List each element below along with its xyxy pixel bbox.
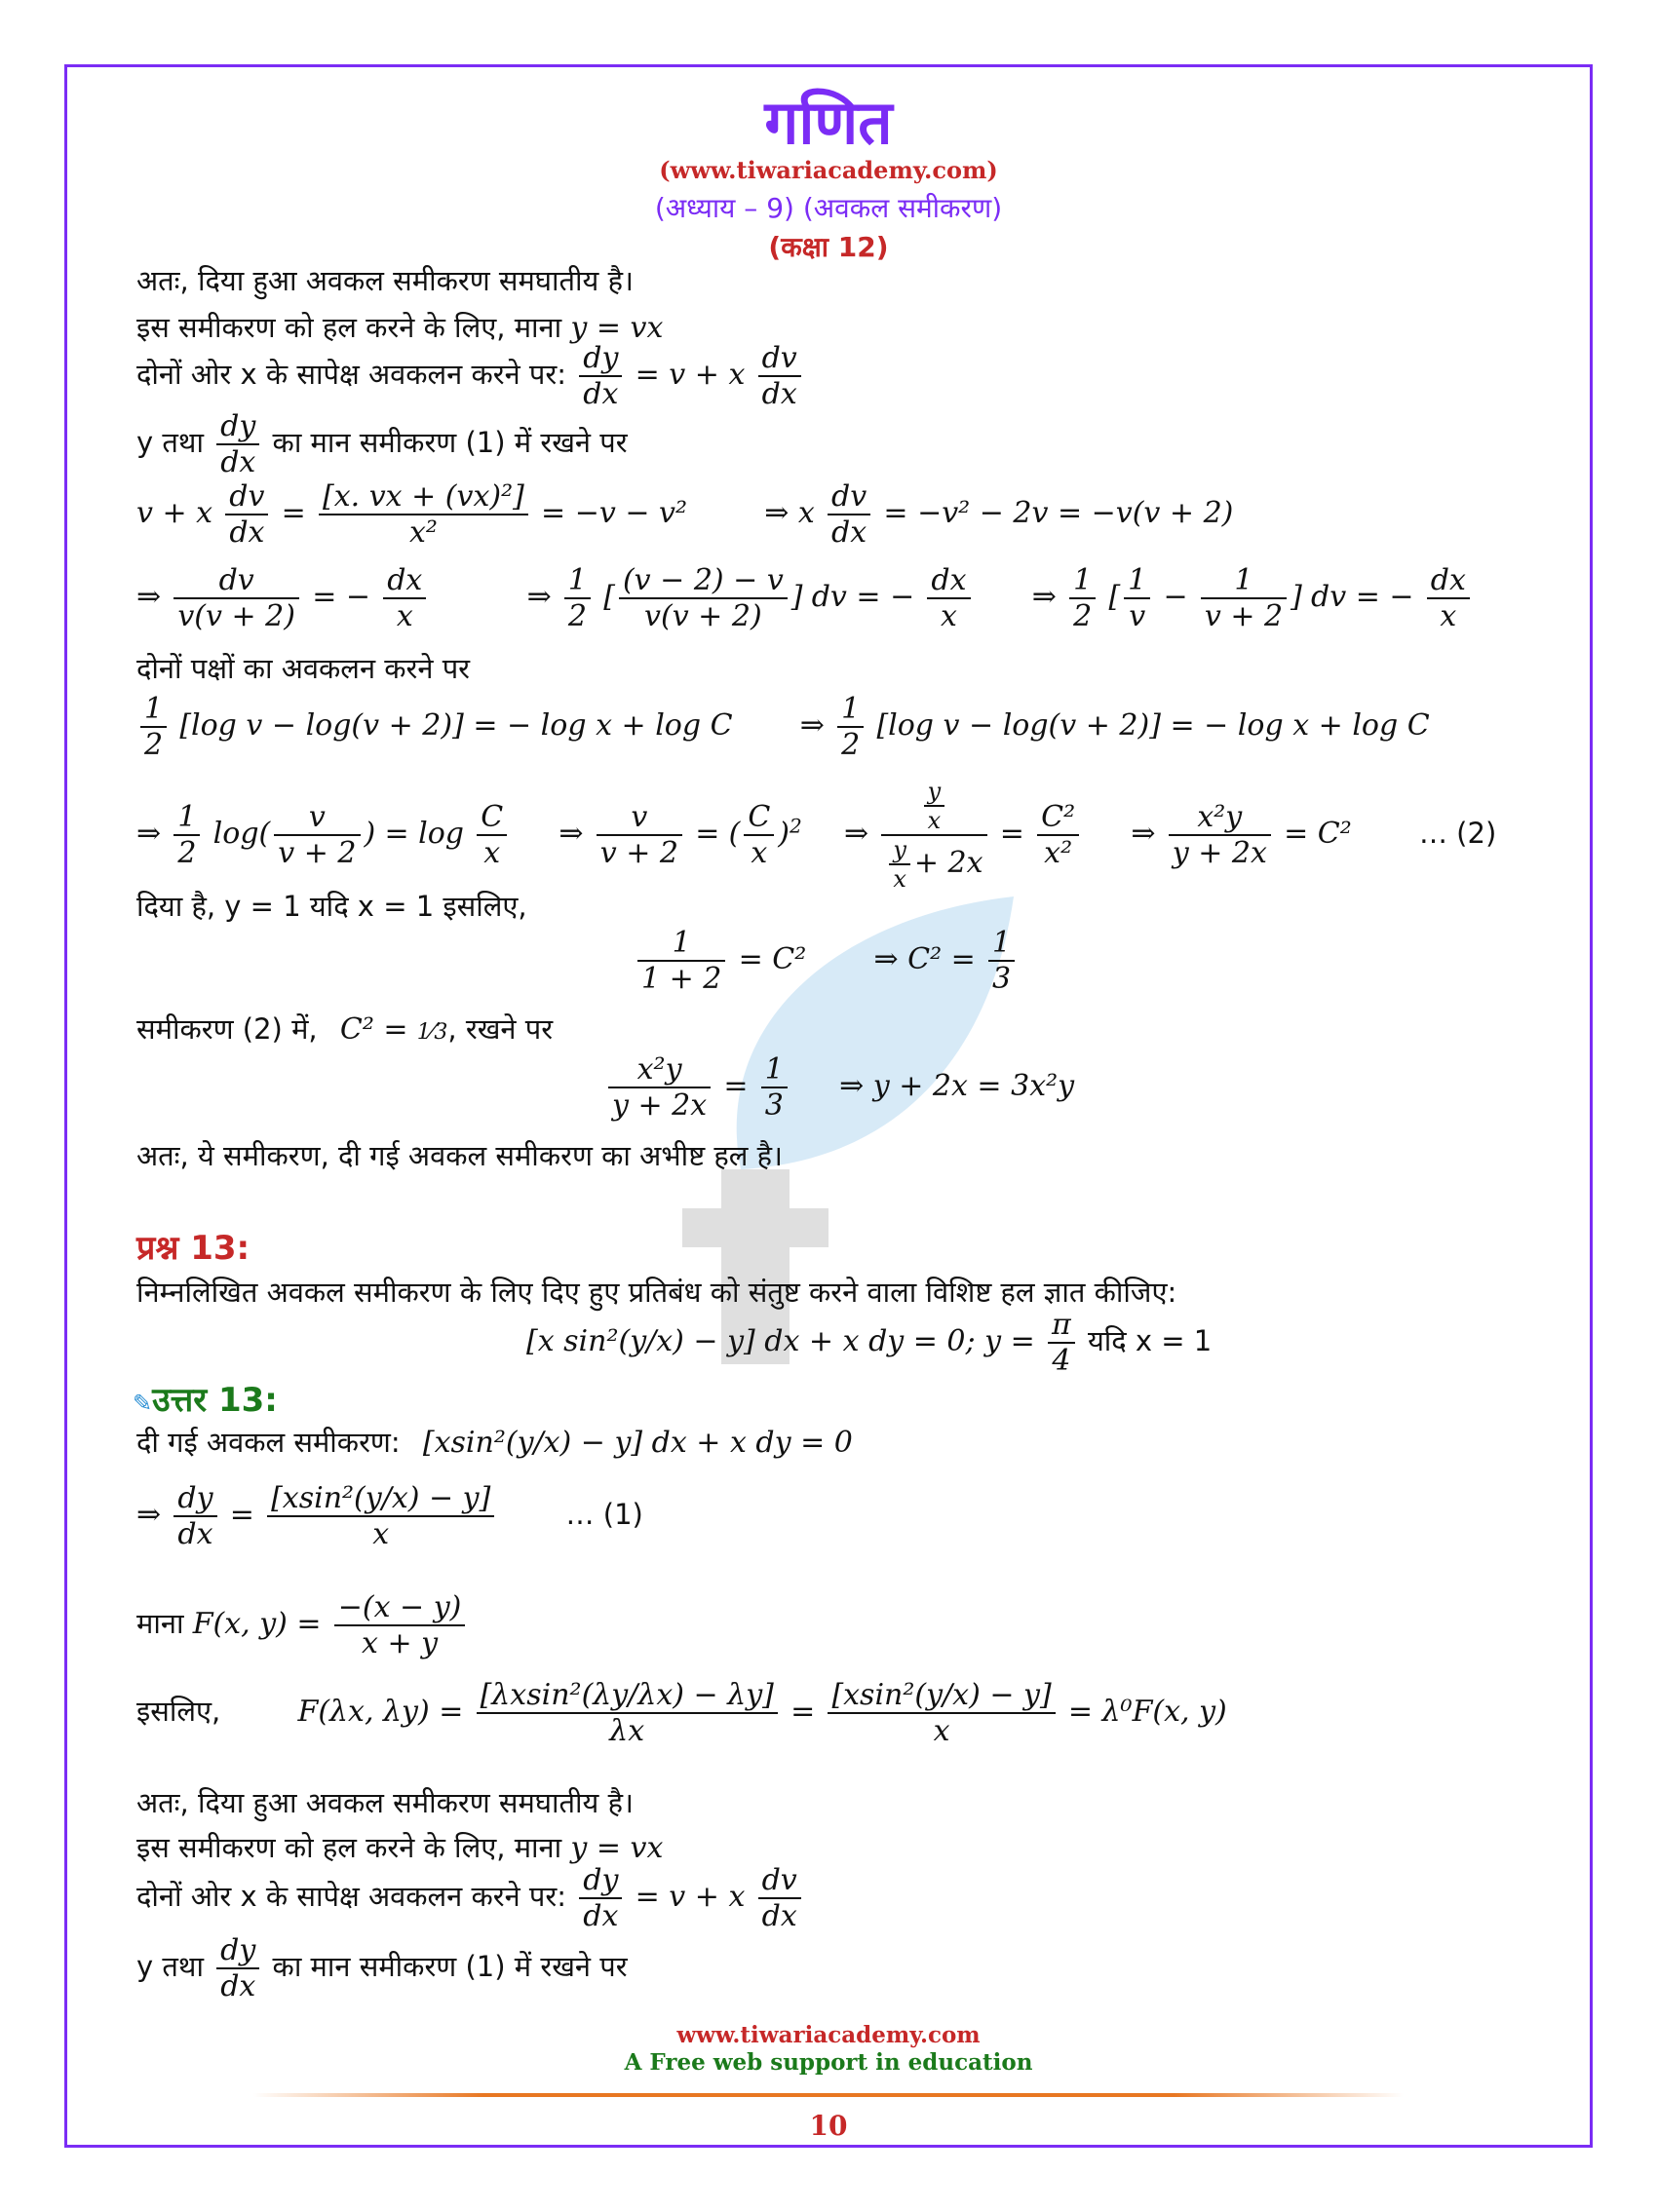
fraction: $\frac{\text{x²y}}{y + 2x}$ bbox=[608, 1052, 711, 1123]
question-label: प्रश्न 13: bbox=[136, 1229, 250, 1268]
question-text: निम्नलिखित अवकल समीकरण के लिए दिए हुए प्रतिबंध को संतुष्ट करने वाला विशिष्ट हल ज्ञात कीजिए: bbox=[136, 1276, 1177, 1309]
derivative-line: दोनों ओर x के सापेक्ष अवकलन करने पर: $\frac{dy}{dx}$ = v + x $\frac{dv}{dx}$ bbox=[136, 1863, 805, 1933]
fraction: $\frac{dx}{x}$ bbox=[383, 563, 426, 633]
fraction: $\frac{\text{x²y}}{y + 2x}$ bbox=[1169, 800, 1271, 870]
page-title: गणित bbox=[764, 87, 893, 158]
fraction: $\frac{dx}{x}$ bbox=[1427, 563, 1470, 633]
class-heading: (कक्षा 12) bbox=[768, 231, 889, 263]
footer-divider bbox=[253, 2093, 1404, 2097]
equation-line: माना F(x, y) = $\frac{-(x - y)}{x + y}$ bbox=[136, 1590, 469, 1660]
question-equation: [x sin²(y/x) − y] dx + x dy = 0; y = $\frac{\pi}{4}$ यदि x = 1 bbox=[526, 1308, 1213, 1378]
text-line: अतः, दिया हुआ अवकल समीकरण समघातीय है। bbox=[136, 1786, 634, 1819]
text-line: अतः, ये समीकरण, दी गई अवकल समीकरण का अभीष्ट हल है। bbox=[136, 1139, 784, 1172]
fraction: $\frac{1}{2}$ bbox=[564, 563, 591, 633]
fraction: $\frac{dv}{dx}$ bbox=[758, 341, 801, 411]
fraction: $\frac{\text{[x. vx + (vx)²]}}{\text{x²}}$ bbox=[319, 479, 528, 550]
equation-tag: … (1) bbox=[565, 1498, 643, 1531]
page-number: 10 bbox=[809, 2110, 848, 2142]
fraction: $\frac{1}{2}$ bbox=[1069, 563, 1096, 633]
equation-line: v + x $\frac{dv}{dx}$ = $\frac{\text{[x. vx + (vx)²]}}{\text{x²}}$ = −v − v² ⇒ x $\frac{dv}{dx}$ = −v² − 2v = −v(v + 2) bbox=[136, 479, 1234, 550]
equation-line: $\frac{1}{1 + 2}$ = C² ⇒ C² = $\frac{1}{3}$ bbox=[634, 926, 1019, 996]
fraction: $\frac{1}{2}$ bbox=[837, 692, 864, 762]
text-line: समीकरण (2) में, C² = 1⁄3, रखने पर bbox=[136, 1012, 554, 1047]
pen-icon: ✎ bbox=[133, 1390, 153, 1417]
substitution-line: y तथा $\frac{dy}{dx}$ का मान समीकरण (1) में रखने पर bbox=[136, 409, 628, 479]
fraction: $\frac{dv}{v(v + 2)}$ bbox=[173, 563, 299, 633]
footer-tagline: A Free web support in education bbox=[624, 2049, 1033, 2076]
fraction: $\frac{1}{1 + 2}$ bbox=[637, 926, 725, 996]
fraction: $\frac{dv}{dx}$ bbox=[758, 1863, 801, 1933]
fraction: $\frac{1}{v + 2}$ bbox=[1201, 563, 1287, 633]
equation-line: $\frac{1}{2}$ [log v − log(v + 2)] = − log x + log C ⇒ $\frac{1}{2}$ [log v − log(v + 2)] = − log x + log C bbox=[136, 692, 1430, 762]
fraction: $\frac{dy}{dx}$ bbox=[579, 1863, 622, 1933]
equation-line: ⇒ $\frac{1}{2}$ log( $\frac{v}{v + 2}$ ) = log $\frac{C}{x}$ ⇒ $\frac{v}{v + 2}$ = ( $\frac{C}{x}$ )$^2$ ⇒ $\frac{y}{x}$ $\frac{y}{x}$ + 2x = $\frac{\text{C²}}{\text{x²}}$ ⇒ $\frac{\text{x²y}}{y + 2x}$ = C² … (2) bbox=[136, 778, 1497, 893]
fraction: $\frac{1}{2}$ bbox=[173, 800, 200, 870]
text-line: अतः, दिया हुआ अवकल समीकरण समघातीय है। bbox=[136, 264, 634, 297]
fraction: $\frac{\text{[xsin²(y/x) − y]}}{x}$ bbox=[267, 1481, 494, 1551]
fraction: $\frac{\text{C²}}{\text{x²}}$ bbox=[1037, 800, 1079, 870]
equation-line: ⇒ $\frac{dv}{v(v + 2)}$ = − $\frac{dx}{x}$ ⇒ $\frac{1}{2}$ [ $\frac{(v - 2) - v}{v(v + 2)}$ ] dv = − $\frac{dx}{x}$ ⇒ $\frac{1}{2}$ [ $\frac{1}{v}$ − $\frac{1}{v + 2}$ ] dv = − $\frac{dx}{x}$ bbox=[136, 563, 1474, 633]
text-line: इस समीकरण को हल करने के लिए, माना y = vx bbox=[136, 311, 664, 345]
chapter-heading: (अध्याय – 9) (अवकल समीकरण) bbox=[654, 192, 1003, 224]
fraction: $\frac{dy}{dx}$ bbox=[579, 341, 622, 411]
fraction: $\frac{v}{v + 2}$ bbox=[597, 800, 682, 870]
fraction: $\frac{\text{[xsin²(y/x) − y]}}{x}$ bbox=[828, 1678, 1055, 1748]
website-link[interactable]: (www.tiwariacademy.com) bbox=[659, 156, 998, 184]
fraction: $\frac{\pi}{4}$ bbox=[1048, 1308, 1075, 1378]
fraction: $\frac{dv}{dx}$ bbox=[225, 479, 268, 550]
equation-line: $\frac{\text{x²y}}{y + 2x}$ = $\frac{1}{3}$ ⇒ y + 2x = 3x²y bbox=[604, 1052, 1074, 1123]
text-line: दी गई अवकल समीकरण: [xsin²(y/x) − y] dx + x dy = 0 bbox=[136, 1426, 853, 1460]
fraction: $\frac{1}{3}$ bbox=[988, 926, 1015, 996]
fraction: $\frac{dy}{dx}$ bbox=[216, 409, 259, 479]
fraction: $\frac{1}{v}$ bbox=[1124, 563, 1150, 633]
fraction: $\frac{(v - 2) - v}{v(v + 2)}$ bbox=[619, 563, 788, 633]
fraction: $\frac{-(x - y)}{x + y}$ bbox=[334, 1590, 466, 1660]
fraction: $\frac{y}{x}$ $\frac{y}{x}$ + 2x bbox=[881, 778, 986, 893]
answer-label: ✎उत्तर 13: bbox=[133, 1381, 278, 1420]
equation-tag: … (2) bbox=[1418, 817, 1497, 850]
equation-line: ⇒ $\frac{dy}{dx}$ = $\frac{\text{[xsin²(y/x) − y]}}{x}$ … (1) bbox=[136, 1481, 643, 1551]
substitution-line: y तथा $\frac{dy}{dx}$ का मान समीकरण (1) में रखने पर bbox=[136, 1933, 628, 2003]
fraction: $\frac{C}{x}$ bbox=[744, 800, 774, 870]
text-line: दोनों पक्षों का अवकलन करने पर bbox=[136, 652, 471, 685]
fraction: $\frac{dx}{x}$ bbox=[927, 563, 970, 633]
text-line: दिया है, y = 1 यदि x = 1 इसलिए, bbox=[136, 890, 527, 923]
fraction: $\frac{1}{3}$ bbox=[761, 1052, 788, 1123]
fraction: $\frac{dy}{dx}$ bbox=[173, 1481, 216, 1551]
fraction: $\frac{dv}{dx}$ bbox=[828, 479, 870, 550]
fraction: $\frac{dy}{dx}$ bbox=[216, 1933, 259, 2003]
fraction: $\frac{1}{2}$ bbox=[140, 692, 167, 762]
equation-line: इसलिए, F(λx, λy) = $\frac{\text{[λxsin²(λy/λx) − λy]}}{\lambda x}$ = $\frac{\text{[xsin²(y/x) − y]}}{x}$ = λ⁰F(x, y) bbox=[136, 1678, 1227, 1748]
fraction: $\frac{v}{v + 2}$ bbox=[274, 800, 360, 870]
footer-website-link[interactable]: www.tiwariacademy.com bbox=[676, 2022, 981, 2048]
text-line: इस समीकरण को हल करने के लिए, माना y = vx bbox=[136, 1831, 664, 1865]
derivative-line: दोनों ओर x के सापेक्ष अवकलन करने पर: $\frac{dy}{dx}$ = v + x $\frac{dv}{dx}$ bbox=[136, 341, 805, 411]
fraction: $\frac{\text{[λxsin²(λy/λx) − λy]}}{\lambda x}$ bbox=[477, 1678, 778, 1748]
fraction: $\frac{C}{x}$ bbox=[477, 800, 507, 870]
